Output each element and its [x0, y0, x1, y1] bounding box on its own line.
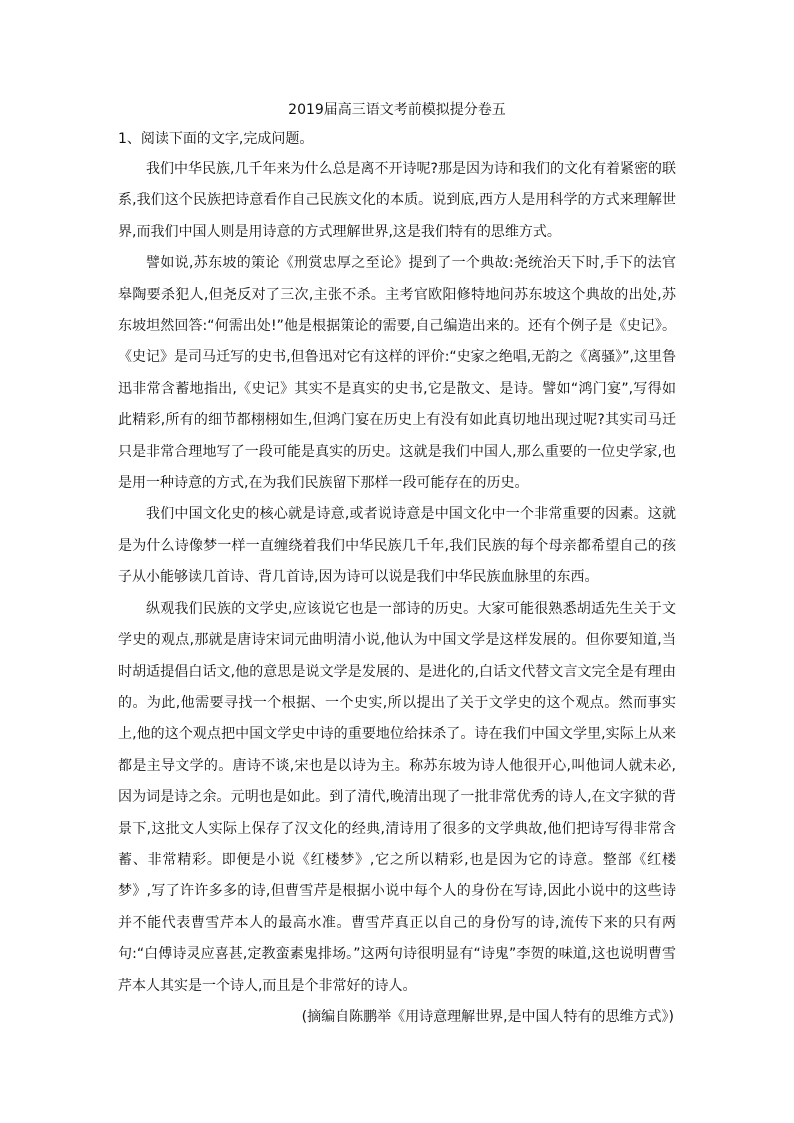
paragraph-2: 譬如说,苏东坡的策论《刑赏忠厚之至论》提到了一个典故:尧统治天下时,手下的法官皋陶要杀犯人,但尧反对了三次,主张不杀。主考官欧阳修特地问苏东坡这个典故的出处,苏东坡坦然回答:“何需出处!”他是根据策论的需要,自己编造出来的。还有个例子是《史记》。《史记》是司马迁写的史书,但鲁迅对它有这样的评价:“史家之绝唱,无韵之《离骚》”,这里鲁迅非常含蓄地指出,《史记》其实不是真实的史书,它是散文、是诗。譬如“鸿门宴”,写得如此精彩,所有的细节都栩栩如生,但鸿门宴在历史上有没有如此真切地出现过呢?其实司马迁只是非常合理地写了一段可能是真实的历史。这就是我们中国人,那么重要的一位史学家,也是用一种诗意的方式,在为我们民族留下那样一段可能存在的历史。 — [118, 255, 676, 492]
paragraph-3: 我们中国文化史的核心就是诗意,或者说诗意是中国文化中一个非常重要的因素。这就是为什么诗像梦一样一直缠绕着我们中华民族几千年,我们民族的每个母亲都希望自己的孩子从小能够读几首诗、背几首诗,因为诗可以说是我们中华民族血脉里的东西。 — [118, 506, 676, 586]
paragraph-1: 我们中华民族,几千年来为什么总是离不开诗呢?那是因为诗和我们的文化有着紧密的联系,我们这个民族把诗意看作自己民族文化的本质。说到底,西方人是用科学的方式来理解世界,而我们中国人则是用诗意的方式理解世界,这是我们特有的思维方式。 — [118, 161, 676, 240]
source-citation: (摘编自陈鹏举《用诗意理解世界,是中国人特有的思维方式》) — [301, 1008, 674, 1025]
document-title: 2019届高三语文考前模拟提分卷五 — [288, 102, 506, 118]
question-prompt: 1、阅读下面的文字,完成问题。 — [118, 131, 314, 147]
paragraph-4: 纵观我们民族的文学史,应该说它也是一部诗的历史。大家可能很熟悉胡适先生关于文学史的观点,那就是唐诗宋词元曲明清小说,他认为中国文学是这样发展的。但你要知道,当时胡适提倡白话文,他的意思是说文学是发展的、是进化的,白话文代替文言文完全是有理由的。为此,他需要寻找一个根据、一个史实,所以提出了关于文学史的这个观点。然而事实上,他的这个观点把中国文学史中诗的重要地位给抹杀了。诗在我们中国文学里,实际上从来都是主导文学的。唐诗不谈,宋也是以诗为主。称苏东坡为诗人他很开心,叫他词人就未必,因为词是诗之余。元明也是如此。到了清代,晚清出现了一批非常优秀的诗人,在文字狱的背景下,这批文人实际上保存了汉文化的经典,清诗用了很多的文学典故,他们把诗写得非常含蓄、非常精彩。即便是小说《红楼梦》,它之所以精彩,也是因为它的诗意。整部《红楼梦》,写了许许多多的诗,但曹雪芹是根据小说中每个人的身份在写诗,因此小说中的这些诗并不能代表曹雪芹本人的最高水准。曹雪芹真正以自己的身份写的诗,流传下来的只有两句:“白傅诗灵应喜甚,定教蛮素鬼排场。”这两句诗很明显有“诗鬼”李贺的味道,这也说明曹雪芹本人其实是一个诗人,而且是个非常好的诗人。 — [118, 600, 676, 994]
